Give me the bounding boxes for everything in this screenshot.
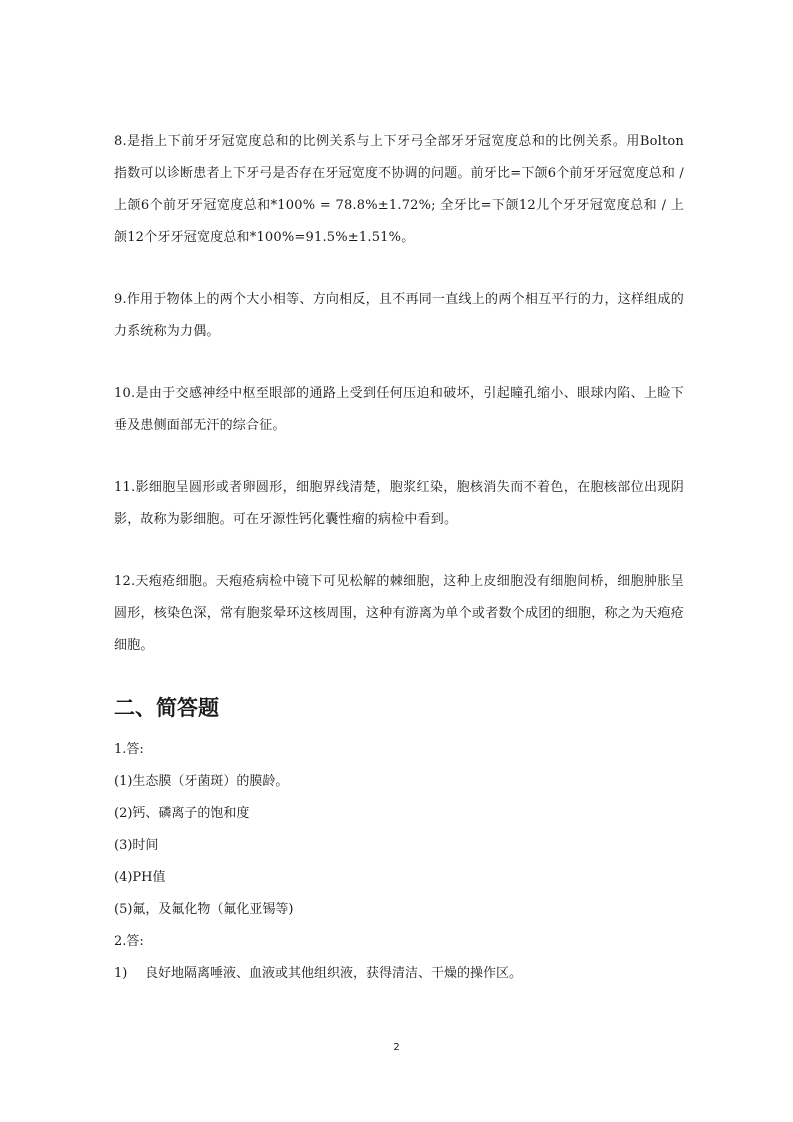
answer-1-item-5: (5)氟，及氟化物（氟化亚锡等) bbox=[114, 902, 294, 917]
answer-1-item-4: (4)PH值 bbox=[114, 870, 166, 885]
paragraph-12: 12.天疱疮细胞。天疱疮病检中镜下可见松解的棘细胞，这种上皮细胞没有细胞间桥，细胞肿胀呈圆形，核染色深，常有胞浆晕环这核周围，这种有游离为单个或者数个成团的细胞，称之为天疱疮细胞。 bbox=[114, 574, 684, 653]
document-body bbox=[114, 126, 684, 990]
paragraph-9: 9.作用于物体上的两个大小相等、方向相反，且不再同一直线上的两个相互平行的力，这样组成的力系统称为力偶。 bbox=[114, 292, 684, 339]
answer-1-label: 1.答: bbox=[114, 742, 144, 757]
list-item-number: 1) bbox=[114, 966, 128, 981]
answer-2-label: 2.答: bbox=[114, 934, 144, 949]
paragraph-11: 11.影细胞呈圆形或者卵圆形，细胞界线清楚，胞浆红染，胞核消失而不着色，在胞核部位出现阴影，故称为影细胞。可在牙源性钙化囊性瘤的病检中看到。 bbox=[114, 480, 684, 527]
paragraph-10: 10.是由于交感神经中枢至眼部的通路上受到任何压迫和破坏，引起瞳孔缩小、眼球内陷、上睑下垂及患侧面部无汗的综合征。 bbox=[114, 386, 684, 433]
answer-1-item-2: (2)钙、磷离子的饱和度 bbox=[114, 806, 250, 821]
answer-2-item-1 bbox=[114, 958, 684, 990]
page-number: 2 bbox=[393, 1042, 400, 1053]
answer-1-item-1: (1)生态膜（牙菌斑）的膜龄。 bbox=[114, 774, 289, 789]
list-item-text: 良好地隔离唾液、血液或其他组织液，获得清洁、干燥的操作区。 bbox=[145, 966, 523, 981]
answer-1-item-3: (3)时间 bbox=[114, 838, 159, 853]
section-heading: 二、简答题 bbox=[114, 696, 219, 720]
paragraph-8: 8.是指上下前牙牙冠宽度总和的比例关系与上下牙弓全部牙牙冠宽度总和的比例关系。用Bolton指数可以诊断患者上下牙弓是否存在牙冠宽度不协调的问题。前牙比=下颌6个前牙牙冠宽度总和 / 上颌6个前牙牙冠宽度总和*100% = 78.8%±1.72%; 全牙比=下颌12儿个牙牙冠宽度总和 / 上颌12个牙牙冠宽度总和*100%=91.5%±1.51%。 bbox=[114, 134, 684, 245]
